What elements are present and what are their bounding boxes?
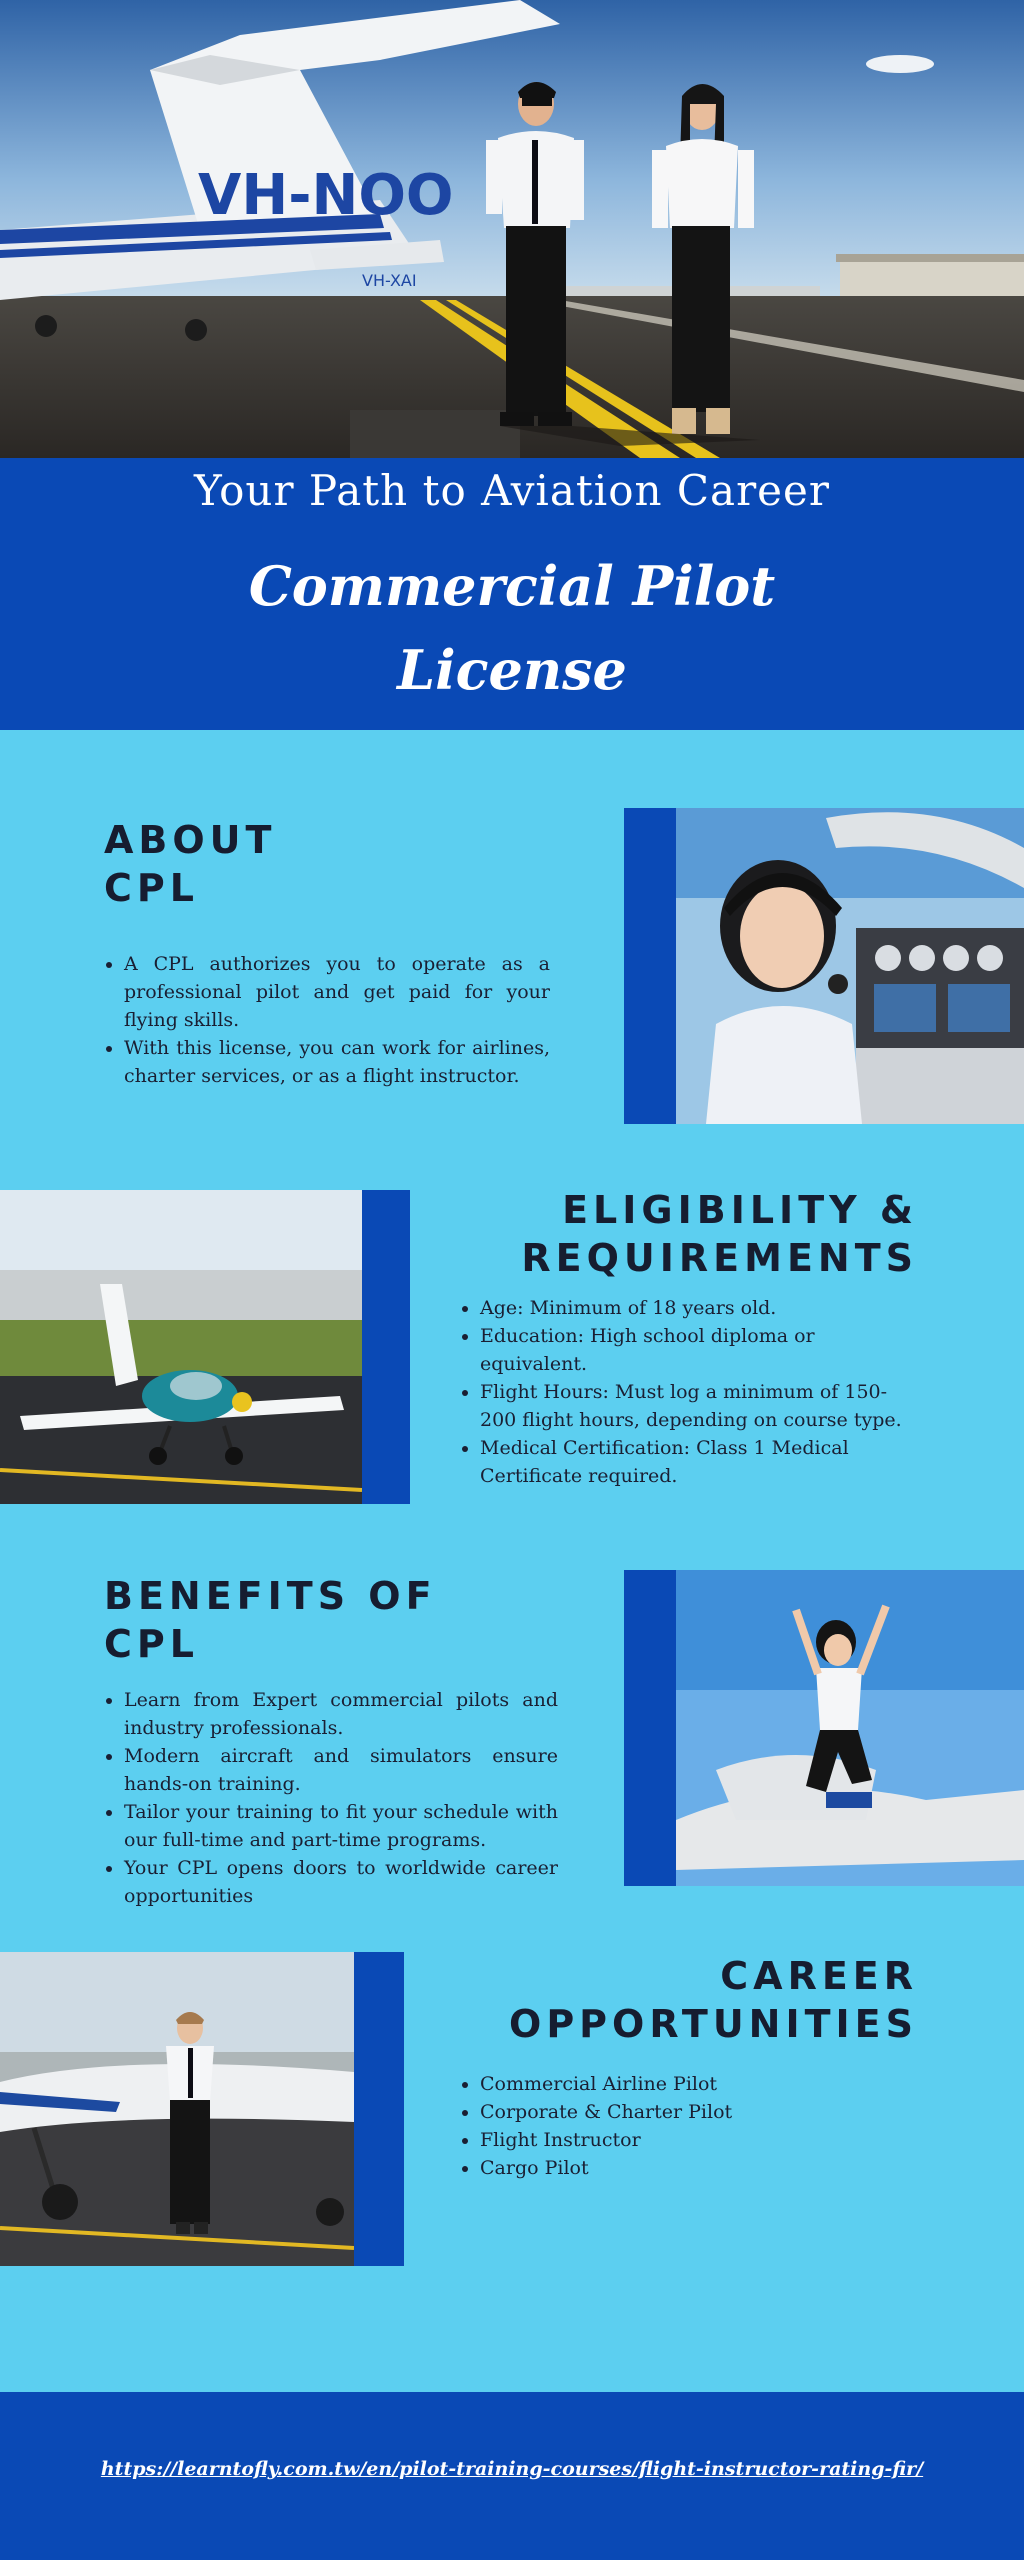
footer-url-link[interactable]: https://learntofly.com.tw/en/pilot-training-courses/flight-instructor-rating-fir/ xyxy=(100,2458,924,2480)
page-title-line2: License xyxy=(397,638,627,702)
benefits-heading-line2: CPL xyxy=(104,1622,199,1666)
career-photo-accent-bar xyxy=(354,1952,404,2266)
eligibility-list xyxy=(460,1294,910,1490)
list-item: • Commercial Airline Pilot xyxy=(480,2070,910,2098)
list-item: • With this license, you can work for airlines, charter services, or as a flight instructor. xyxy=(124,1034,550,1090)
benefits-section xyxy=(104,1572,564,1910)
list-item: • Age: Minimum of 18 years old. xyxy=(480,1294,910,1322)
list-item: • Education: High school diploma or equivalent. xyxy=(480,1322,910,1378)
eligibility-heading xyxy=(430,1186,918,1282)
list-item: • Learn from Expert commercial pilots and industry professionals. xyxy=(124,1686,558,1742)
list-item: • Flight Hours: Must log a minimum of 150-200 flight hours, depending on course type. xyxy=(480,1378,910,1434)
about-heading xyxy=(104,816,564,912)
list-item: • Flight Instructor xyxy=(480,2126,910,2154)
career-list xyxy=(460,2070,910,2182)
about-list xyxy=(104,950,550,1090)
tagline: Your Path to Aviation Career xyxy=(194,466,830,515)
benefits-photo-accent-bar xyxy=(624,1570,676,1886)
benefits-heading xyxy=(104,1572,564,1668)
tail-registration-2: VH-XAI xyxy=(362,271,417,290)
list-item: • Corporate & Charter Pilot xyxy=(480,2098,910,2126)
eligibility-section xyxy=(430,1186,918,1490)
about-photo-accent-bar xyxy=(624,808,676,1124)
career-section xyxy=(430,1952,918,2182)
eligibility-heading-line2: REQUIREMENTS xyxy=(521,1236,918,1280)
benefits-photo xyxy=(676,1570,1024,1886)
eligibility-photo-accent-bar xyxy=(362,1190,410,1504)
list-item: • Cargo Pilot xyxy=(480,2154,910,2182)
about-photo xyxy=(676,808,1024,1124)
about-section xyxy=(104,816,564,1090)
list-item: • A CPL authorizes you to operate as a professional pilot and get paid for your flying skills. xyxy=(124,950,550,1034)
about-heading-line1: ABOUT xyxy=(104,818,277,862)
hero-photo xyxy=(0,0,1024,458)
list-item: • Modern aircraft and simulators ensure hands-on training. xyxy=(124,1742,558,1798)
about-heading-line2: CPL xyxy=(104,866,199,910)
eligibility-heading-line1: ELIGIBILITY & xyxy=(562,1188,918,1232)
page-title xyxy=(0,544,1024,712)
eligibility-photo xyxy=(0,1190,362,1504)
list-item: • Your CPL opens doors to worldwide career opportunities xyxy=(124,1854,558,1910)
list-item: • Tailor your training to fit your schedule with our full-time and part-time programs. xyxy=(124,1798,558,1854)
career-heading xyxy=(430,1952,918,2048)
career-heading-line1: CAREER xyxy=(720,1954,918,1998)
career-heading-line2: OPPORTUNITIES xyxy=(509,2002,918,2046)
list-item: • Medical Certification: Class 1 Medical Certificate required. xyxy=(480,1434,910,1490)
page-title-line1: Commercial Pilot xyxy=(248,554,776,618)
tail-registration: VH-NOO xyxy=(198,163,454,228)
career-photo xyxy=(0,1952,354,2266)
benefits-heading-line1: BENEFITS OF xyxy=(104,1574,437,1618)
benefits-list xyxy=(104,1686,558,1910)
